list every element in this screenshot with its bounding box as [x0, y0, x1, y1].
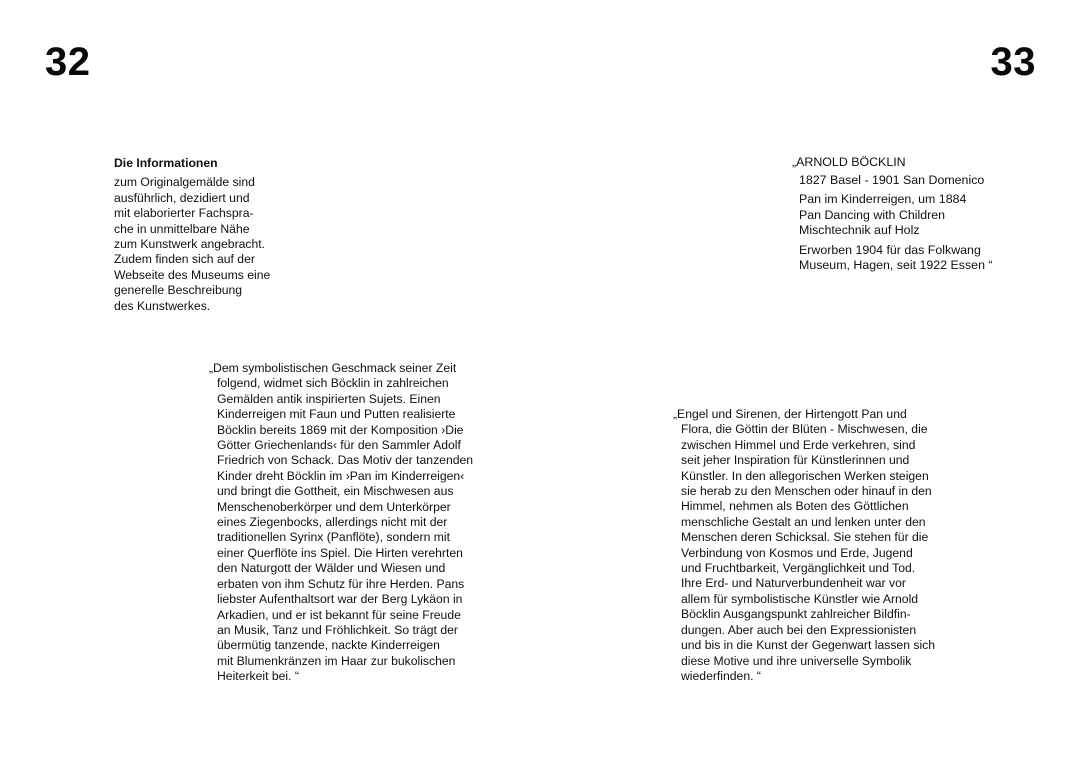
text-line: allem für symbolistische Künstler wie Arnold: [681, 591, 919, 606]
text-line: Verbindung von Kosmos und Erde, Jugend: [681, 545, 913, 560]
text-line: Zudem finden sich auf der: [114, 252, 255, 267]
text-line: erbaten von ihm Schutz für ihre Herden. Pans: [217, 576, 465, 591]
info-text: [114, 175, 270, 314]
text-line: „Engel und Sirenen, der Hirtengott Pan und: [673, 407, 907, 421]
text-line: Menschen deren Schicksal. Sie stehen für die: [681, 530, 929, 545]
text-line: einer Querflöte ins Spiel. Die Hirten verehrten: [217, 545, 463, 560]
text-line: Arkadien, und er ist bekannt für seine Freude: [217, 607, 461, 622]
text-line: und Fruchtbarkeit, Vergänglichkeit und Tod.: [681, 561, 916, 576]
quote-left: [209, 361, 473, 685]
text-line: übermütig tanzende, nackte Kinderreigen: [217, 638, 440, 653]
text-line: Böcklin bereits 1869 mit der Komposition ›Die: [217, 422, 464, 437]
text-line: des Kunstwerkes.: [114, 298, 211, 313]
artwork-medium: Mischtechnik auf Holz: [799, 223, 920, 237]
text-line: wiederfinden. “: [681, 668, 761, 683]
text-line: Künstler. In den allegorischen Werken steigen: [681, 468, 929, 483]
text-line: Webseite des Museums eine: [114, 267, 271, 282]
text-line: und bringt die Gottheit, ein Mischwesen aus: [217, 484, 454, 499]
text-line: folgend, widmet sich Böcklin in zahlreichen: [217, 376, 449, 391]
text-line: den Naturgott der Wälder und Wiesen und: [217, 561, 446, 576]
artwork-title-en: Pan Dancing with Children: [799, 207, 946, 222]
text-line: dungen. Aber auch bei den Expressionisten: [681, 622, 917, 637]
text-line: seit jeher Inspiration für Künstlerinnen und: [681, 453, 910, 468]
text-line: zum Kunstwerk angebracht.: [114, 237, 266, 252]
text-line: generelle Beschreibung: [114, 283, 243, 298]
text-line: eines Ziegenbocks, allerdings nicht mit der: [217, 515, 448, 530]
artist-life-dates: 1827 Basel - 1901 San Domenico: [799, 172, 985, 187]
text-line: sie herab zu den Menschen oder hinauf in den: [681, 484, 932, 499]
text-line: Menschenoberkörper und dem Unterkörper: [217, 499, 451, 514]
text-line: Götter Griechenlands‹ für den Sammler Adolf: [217, 438, 461, 453]
page-number-right: 33: [990, 40, 1036, 84]
text-line: Böcklin Ausgangspunkt zahlreicher Bildfin-: [681, 607, 911, 622]
text-line: diese Motive und ihre universelle Symbolik: [681, 653, 912, 668]
text-line: traditionellen Syrinx (Panflöte), sondern mit: [217, 530, 451, 545]
text-line: Ihre Erd- und Naturverbundenheit war vor: [681, 576, 906, 591]
page-number-left: 32: [45, 40, 91, 84]
text-line: und bis in die Kunst der Gegenwart lassen sich: [681, 638, 936, 653]
text-line: Heiterkeit bei. “: [217, 669, 299, 684]
text-line: menschliche Gestalt an und lenken unter den: [681, 514, 926, 529]
text-line: mit Blumenkränzen im Haar zur bukolischen: [217, 653, 456, 668]
text-line: an Musik, Tanz und Fröhlichkeit. So trägt der: [217, 622, 458, 637]
artwork-acquisition-line-2: Museum, Hagen, seit 1922 Essen “: [799, 258, 993, 272]
text-line: „Dem symbolistischen Geschmack seiner Zeit: [209, 361, 457, 375]
text-line: Friedrich von Schack. Das Motiv der tanzenden: [217, 453, 474, 468]
info-heading: Die Informationen: [114, 156, 218, 170]
artwork-caption: [792, 155, 993, 274]
text-line: zum Originalgemälde sind: [114, 175, 255, 190]
text-line: ausführlich, dezidiert und: [114, 190, 250, 205]
text-line: che in unmittelbare Nähe: [114, 221, 250, 236]
quote-right: [673, 407, 935, 684]
text-line: Gemälden antik inspirierten Sujets. Einen: [217, 391, 441, 406]
text-line: Kinderreigen mit Faun und Putten realisierte: [217, 407, 456, 422]
artist-name: „ARNOLD BÖCKLIN: [792, 155, 906, 169]
text-line: Flora, die Göttin der Blüten - Mischwesen, die: [681, 422, 928, 437]
text-line: liebster Aufenthaltsort war der Berg Lykäon in: [217, 592, 463, 607]
info-block: [114, 156, 270, 314]
text-line: Himmel, nehmen als Boten des Göttlichen: [681, 499, 909, 514]
text-line: mit elaborierter Fachspra-: [114, 206, 254, 221]
artwork-title-de: Pan im Kinderreigen, um 1884: [799, 192, 967, 206]
artwork-acquisition-line-1: Erworben 1904 für das Folkwang: [799, 242, 981, 257]
text-line: Kinder dreht Böcklin im ›Pan im Kinderreigen‹: [217, 468, 465, 483]
text-line: zwischen Himmel und Erde verkehren, sind: [681, 437, 916, 452]
